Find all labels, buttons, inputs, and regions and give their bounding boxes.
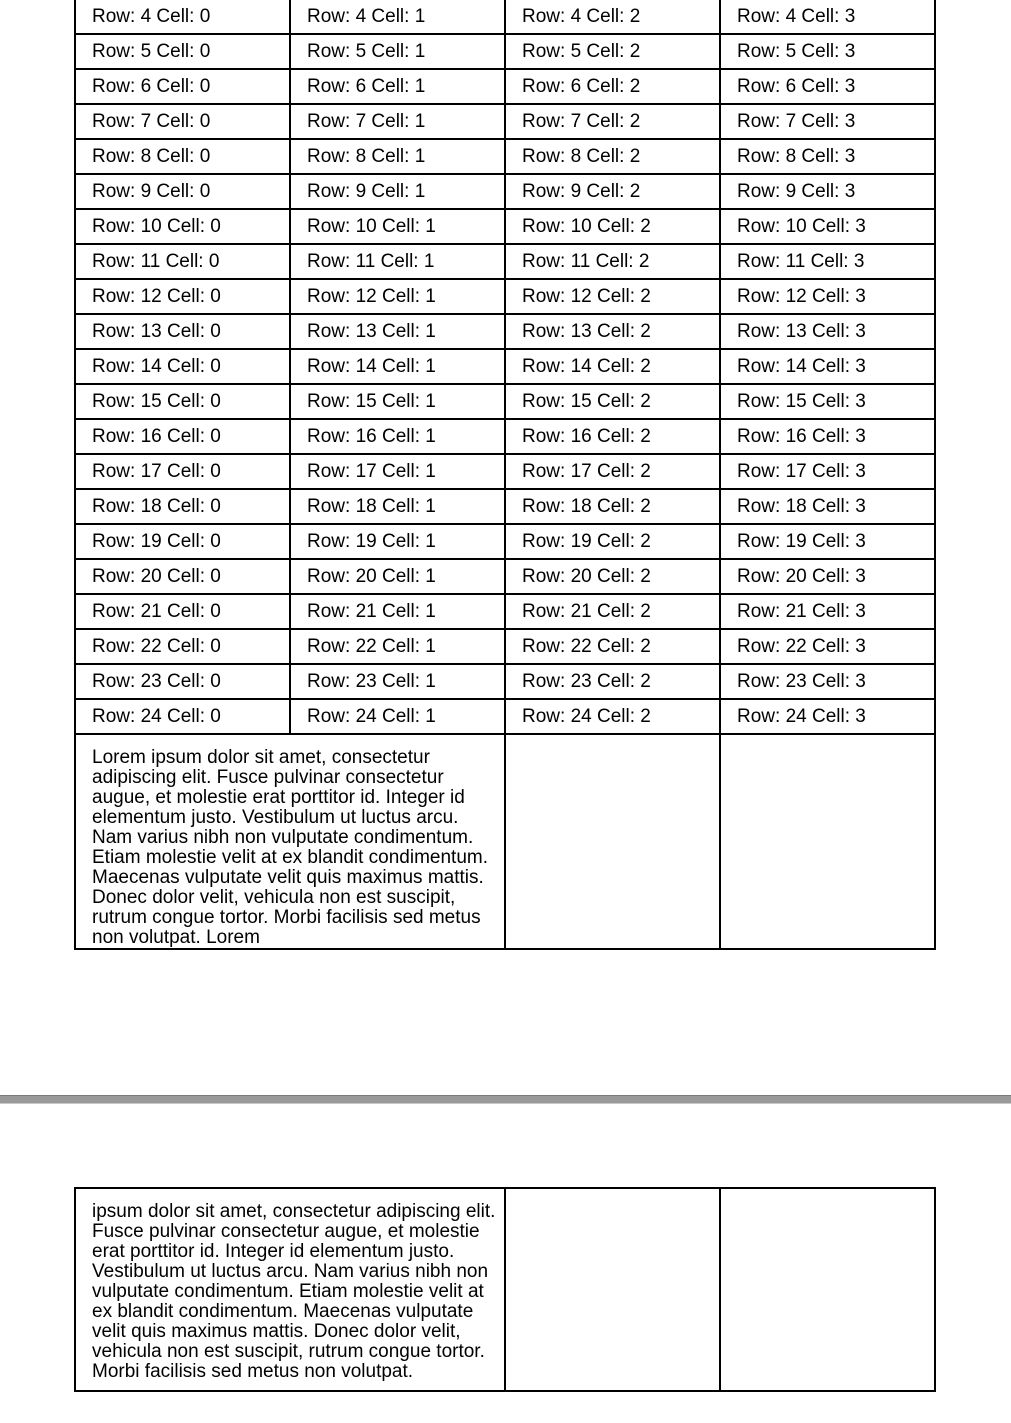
table-cell: Row: 14 Cell: 2 (505, 349, 720, 384)
table-cell: Row: 10 Cell: 1 (290, 209, 505, 244)
table-cell: Row: 24 Cell: 2 (505, 699, 720, 734)
table-row (75, 139, 935, 174)
table-cell: Row: 21 Cell: 3 (720, 594, 935, 629)
table-row (75, 594, 935, 629)
table-cell: Row: 16 Cell: 2 (505, 419, 720, 454)
table-cell: Row: 5 Cell: 1 (290, 34, 505, 69)
table-cell: Row: 20 Cell: 2 (505, 559, 720, 594)
table-row (75, 699, 935, 734)
table-cell: Row: 19 Cell: 3 (720, 524, 935, 559)
table-cell: Row: 16 Cell: 3 (720, 419, 935, 454)
page-separator (0, 1095, 1011, 1104)
table-cell: Row: 24 Cell: 1 (290, 699, 505, 734)
table-row (75, 104, 935, 139)
table-cell: Row: 15 Cell: 1 (290, 384, 505, 419)
table-cell: Row: 14 Cell: 3 (720, 349, 935, 384)
table-cell: Row: 7 Cell: 3 (720, 104, 935, 139)
table-cell: Row: 18 Cell: 1 (290, 489, 505, 524)
table-cell: Row: 13 Cell: 0 (75, 314, 290, 349)
table-cell: Row: 4 Cell: 1 (290, 0, 505, 34)
table-cell: Row: 21 Cell: 0 (75, 594, 290, 629)
table-cell: Row: 4 Cell: 2 (505, 0, 720, 34)
table-cell: Row: 16 Cell: 1 (290, 419, 505, 454)
table-cell: Row: 6 Cell: 1 (290, 69, 505, 104)
table-cell: Row: 23 Cell: 0 (75, 664, 290, 699)
table-body (75, 1188, 935, 1391)
table-cell: Row: 8 Cell: 0 (75, 139, 290, 174)
table-cell: Row: 10 Cell: 3 (720, 209, 935, 244)
document-page-2 (0, 1104, 1011, 1423)
table-cell: Row: 22 Cell: 2 (505, 629, 720, 664)
table-cell: Row: 11 Cell: 0 (75, 244, 290, 279)
table-cell: Row: 7 Cell: 1 (290, 104, 505, 139)
empty-cell (505, 1188, 720, 1391)
table-cell: Row: 8 Cell: 1 (290, 139, 505, 174)
table-cell: Row: 7 Cell: 2 (505, 104, 720, 139)
table-cell: Row: 19 Cell: 2 (505, 524, 720, 559)
table-row (75, 349, 935, 384)
table-cell: Row: 12 Cell: 0 (75, 279, 290, 314)
table-cell: Row: 21 Cell: 1 (290, 594, 505, 629)
table-cell: Row: 11 Cell: 3 (720, 244, 935, 279)
table-row (75, 629, 935, 664)
table-cell: Row: 15 Cell: 3 (720, 384, 935, 419)
table-cell: Row: 5 Cell: 2 (505, 34, 720, 69)
table-cell: Row: 24 Cell: 0 (75, 699, 290, 734)
table-cell: Row: 9 Cell: 0 (75, 174, 290, 209)
table-cell: Row: 14 Cell: 0 (75, 349, 290, 384)
table-cell: Row: 20 Cell: 0 (75, 559, 290, 594)
table-cell: Row: 21 Cell: 2 (505, 594, 720, 629)
table-cell: Row: 22 Cell: 0 (75, 629, 290, 664)
table-cell: Row: 6 Cell: 0 (75, 69, 290, 104)
table-cell: Row: 9 Cell: 3 (720, 174, 935, 209)
empty-cell (720, 734, 935, 949)
table-cell: Row: 13 Cell: 3 (720, 314, 935, 349)
table-row (75, 664, 935, 699)
table-cell: Row: 4 Cell: 0 (75, 0, 290, 34)
table-cell: Row: 15 Cell: 2 (505, 384, 720, 419)
table-row (75, 244, 935, 279)
table-cell: Row: 18 Cell: 0 (75, 489, 290, 524)
table-cell: Row: 22 Cell: 1 (290, 629, 505, 664)
table-row (75, 279, 935, 314)
table-cell: Row: 18 Cell: 2 (505, 489, 720, 524)
table-cell: Row: 6 Cell: 3 (720, 69, 935, 104)
table-cell: Row: 6 Cell: 2 (505, 69, 720, 104)
table-cell: Row: 20 Cell: 3 (720, 559, 935, 594)
table-row (75, 454, 935, 489)
merged-text-cell: Lorem ipsum dolor sit amet, consectetur adipiscing elit. Fusce pulvinar consectetur augue, et molestie erat porttitor id. Integer id elementum justo. Vestibulum ut luctus arcu. Nam varius nibh non vulputate condimentum. Etiam molestie velit at ex blandit condimentum. Maecenas vulputate velit quis maximus mattis. Donec dolor velit, vehicula non est suscipit, rutrum congue tortor. Morbi facilisis sed metus non volutpat. Lorem (75, 734, 505, 949)
table-cell: Row: 7 Cell: 0 (75, 104, 290, 139)
empty-cell (505, 734, 720, 949)
table-cell: Row: 9 Cell: 1 (290, 174, 505, 209)
table-row (75, 384, 935, 419)
table-cell: Row: 13 Cell: 2 (505, 314, 720, 349)
table-row (75, 0, 935, 34)
table-cell: Row: 23 Cell: 3 (720, 664, 935, 699)
merged-text-cell: ipsum dolor sit amet, consectetur adipiscing elit. Fusce pulvinar consectetur augue, et molestie erat porttitor id. Integer id elementum justo. Vestibulum ut luctus arcu. Nam varius nibh non vulputate condimentum. Etiam molestie velit at ex blandit condimentum. Maecenas vulputate velit quis maximus mattis. Donec dolor velit, vehicula non est suscipit, rutrum congue tortor. Morbi facilisis sed metus non volutpat. (75, 1188, 505, 1391)
table-cell: Row: 13 Cell: 1 (290, 314, 505, 349)
table-cell: Row: 18 Cell: 3 (720, 489, 935, 524)
table-cell: Row: 10 Cell: 2 (505, 209, 720, 244)
table-row (75, 314, 935, 349)
table-row (75, 734, 935, 949)
table-cell: Row: 17 Cell: 1 (290, 454, 505, 489)
table-row (75, 524, 935, 559)
table-cell: Row: 8 Cell: 3 (720, 139, 935, 174)
table-cell: Row: 5 Cell: 3 (720, 34, 935, 69)
table-cell: Row: 17 Cell: 2 (505, 454, 720, 489)
data-table (74, 0, 936, 950)
table-body (75, 0, 935, 949)
table-cell: Row: 14 Cell: 1 (290, 349, 505, 384)
empty-cell (720, 1188, 935, 1391)
table-cell: Row: 10 Cell: 0 (75, 209, 290, 244)
table-cell: Row: 16 Cell: 0 (75, 419, 290, 454)
table-cell: Row: 22 Cell: 3 (720, 629, 935, 664)
data-table-continued (74, 1187, 936, 1392)
table-cell: Row: 17 Cell: 0 (75, 454, 290, 489)
table-cell: Row: 23 Cell: 2 (505, 664, 720, 699)
table-cell: Row: 24 Cell: 3 (720, 699, 935, 734)
table-row (75, 489, 935, 524)
table-cell: Row: 9 Cell: 2 (505, 174, 720, 209)
table-cell: Row: 23 Cell: 1 (290, 664, 505, 699)
table-cell: Row: 15 Cell: 0 (75, 384, 290, 419)
table-row (75, 1188, 935, 1391)
table-cell: Row: 11 Cell: 1 (290, 244, 505, 279)
table-cell: Row: 17 Cell: 3 (720, 454, 935, 489)
table-row (75, 419, 935, 454)
table-row (75, 69, 935, 104)
table-cell: Row: 19 Cell: 1 (290, 524, 505, 559)
table-row (75, 559, 935, 594)
table-cell: Row: 12 Cell: 2 (505, 279, 720, 314)
table-row (75, 209, 935, 244)
table-cell: Row: 20 Cell: 1 (290, 559, 505, 594)
table-cell: Row: 8 Cell: 2 (505, 139, 720, 174)
table-cell: Row: 4 Cell: 3 (720, 0, 935, 34)
table-cell: Row: 5 Cell: 0 (75, 34, 290, 69)
table-cell: Row: 12 Cell: 3 (720, 279, 935, 314)
table-row (75, 174, 935, 209)
table-row (75, 34, 935, 69)
table-cell: Row: 19 Cell: 0 (75, 524, 290, 559)
table-cell: Row: 11 Cell: 2 (505, 244, 720, 279)
table-cell: Row: 12 Cell: 1 (290, 279, 505, 314)
